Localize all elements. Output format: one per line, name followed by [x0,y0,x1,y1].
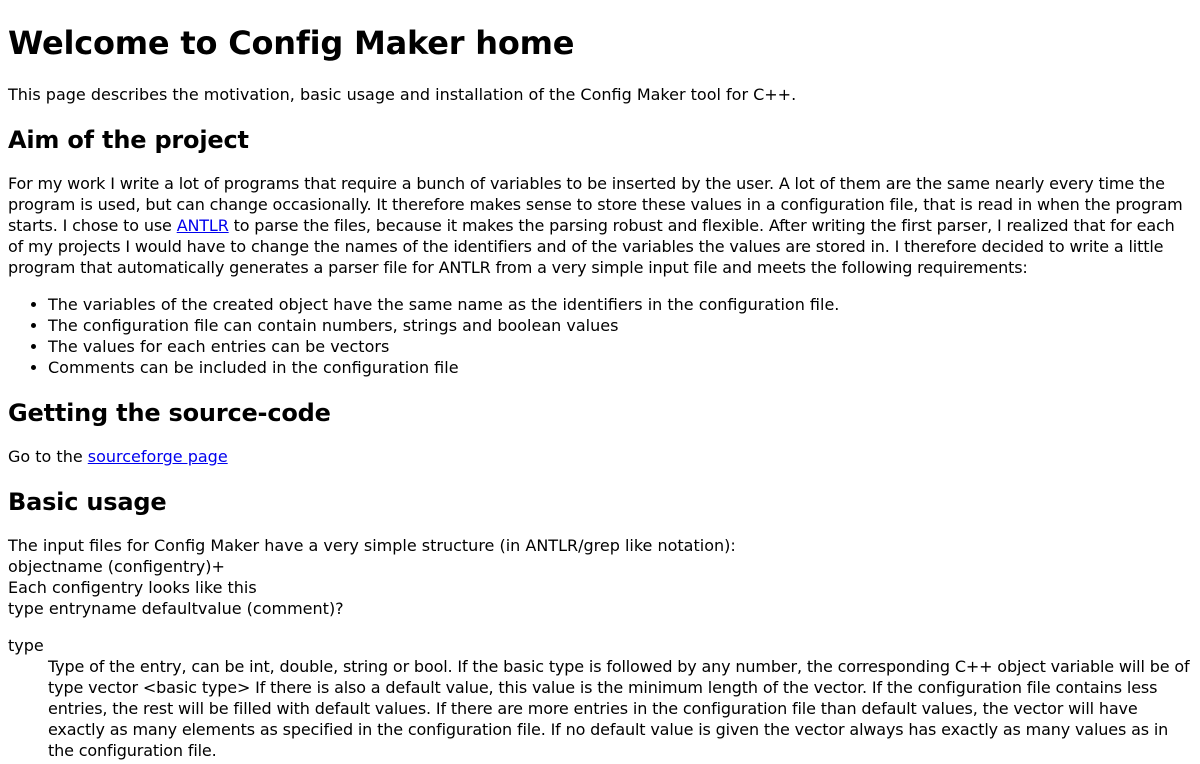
list-item: • Comments can be included in the configuration file [48,357,1192,378]
definition-term: type [8,636,44,655]
aim-heading: Aim of the project [8,126,249,154]
usage-lines [8,535,1192,619]
antlr-link[interactable]: ANTLR [176,216,229,235]
usage-line: type entryname defaultvalue (comment)? [8,599,344,618]
document-page [0,24,1200,761]
requirements-list [8,294,1192,378]
aim-text-before-link: For my work I write a lot of programs that require a bunch of variables to be inserted by the user. A lot of them are the same nearly every time the program is used, but can change occasionally. It therefore makes sense to store these values in a configuration file, that is read in when the program starts. I chose to use [8,174,1183,235]
aim-paragraph [8,173,1192,278]
source-text: Go to the [8,447,88,466]
intro-paragraph: This page describes the motivation, basic usage and installation of the Config Maker tool for C++. [8,85,797,104]
source-heading: Getting the source-code [8,399,331,427]
definition-description: Type of the entry, can be int, double, string or bool. If the basic type is followed by any number, the corresponding C++ object variable will be of type vector <basic type> If there is also a default value, this value is the minimum length of the vector. If the configuration file contains less entries, the rest will be filled with default values. If there are more entries in the configuration file than default values, the vector will have exactly as many elements as specified in the configuration file. If no default value is given the vector always has exactly as many values as in the configuration file. [48,657,1190,760]
list-item: • The configuration file can contain numbers, strings and boolean values [48,315,1192,336]
aim-text-after-link: to parse the files, because it makes the parsing robust and flexible. After writing the first parser, I realized that for each of my projects I would have to change the names of the identifiers and of the variables the values are stored in. I therefore decided to write a little program that automatically generates a parser file for ANTLR from a very simple input file and meets the following requirements: [8,216,1175,277]
list-item: • The values for each entries can be vectors [48,336,1192,357]
source-paragraph [8,446,1192,467]
usage-line: objectname (configentry)+ [8,557,225,576]
usage-line: Each configentry looks like this [8,578,257,597]
usage-line: The input files for Config Maker have a very simple structure (in ANTLR/grep like notation): [8,536,736,555]
definition-list [8,635,1192,761]
page-title: Welcome to Config Maker home [8,24,575,62]
usage-heading: Basic usage [8,488,167,516]
sourceforge-link[interactable]: sourceforge page [87,447,228,466]
list-item: • The variables of the created object have the same name as the identifiers in the configuration file. [48,294,1192,315]
